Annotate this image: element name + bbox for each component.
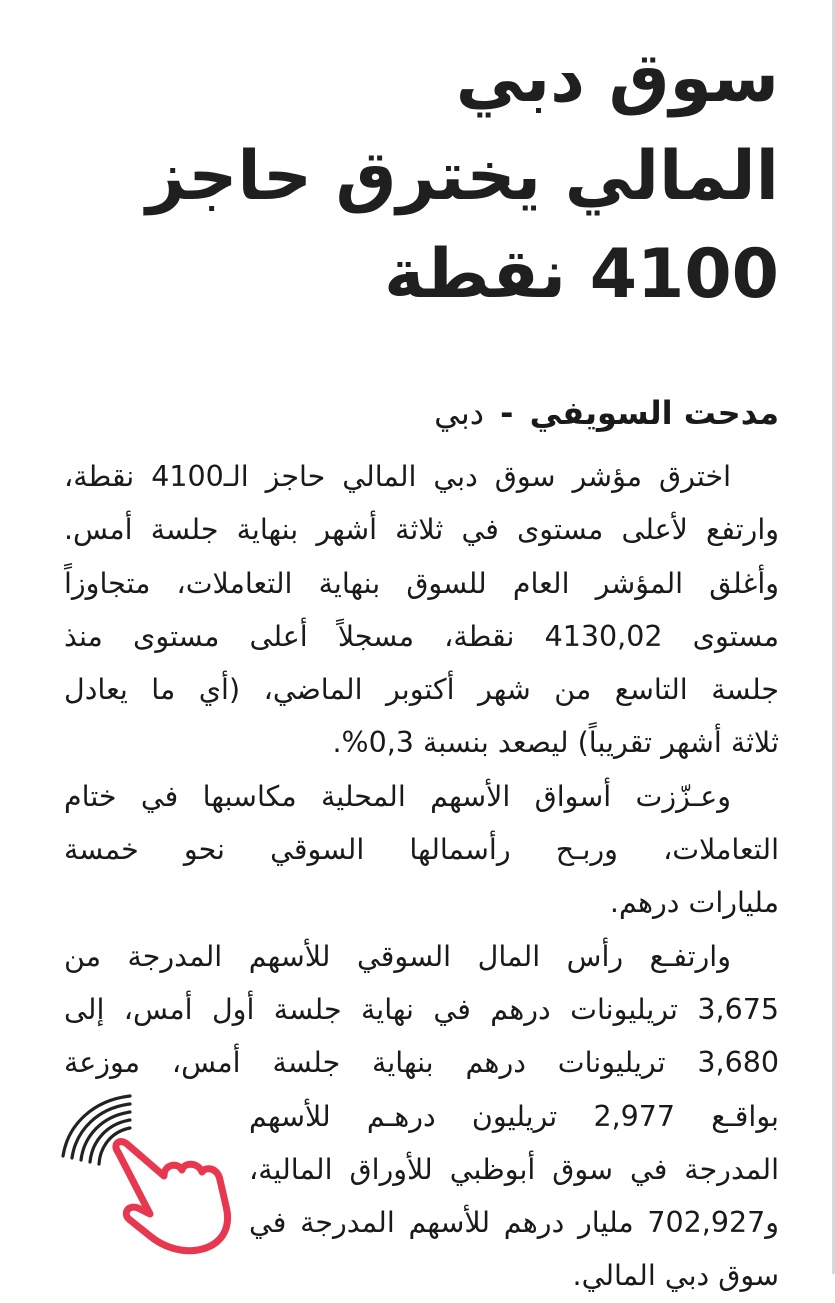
article-headline	[79, 30, 779, 324]
body-line: ثلاثة أشهر تقريباً) ليصعد بنسبة 0,3%.	[332, 726, 779, 760]
body-line: 3,680 تريليونات درهم بنهاية جلسة أمس، موزعة	[64, 1046, 779, 1080]
body-line: مستوى 4130,02 نقطة، مسجلاً أعلى مستوى منذ	[64, 619, 779, 653]
headline-line: سوق دبي	[455, 39, 779, 118]
body-line: التعاملات، وربـح رأسمالها السوقي نحو خمسة	[64, 833, 779, 867]
body-line: وعـزّزت أسواق الأسهم المحلية مكاسبها في ختام	[64, 779, 731, 813]
tap-hand-icon	[60, 1090, 245, 1255]
body-line: بواقـع 2,977 تريليون درهـم للأسهم	[249, 1099, 779, 1133]
body-line: وارتفـع رأس المال السوقي للأسهم المدرجة من	[64, 939, 731, 973]
body-line: المدرجة في سوق أبوظبي للأوراق المالية،	[249, 1152, 779, 1186]
headline-line: المالي يخترق حاجز	[146, 137, 779, 216]
body-line: 3,675 تريليونات درهم في نهاية جلسة أول أمس، إلى	[64, 992, 779, 1026]
body-line: جلسة التاسع من شهر أكتوبر الماضي، (أي ما يعادل	[64, 673, 779, 707]
dateline-location: دبي	[434, 394, 484, 432]
body-line: وأغلق المؤشر العام للسوق بنهاية التعاملات، متجاوزاً	[64, 566, 779, 600]
headline-line: 4100 نقطة	[384, 235, 779, 314]
body-line: و702,927 مليار درهم للأسهم المدرجة في	[249, 1206, 779, 1240]
article-byline	[434, 388, 779, 438]
author-name: مدحت السويفي	[529, 394, 779, 432]
body-line: وارتفع لأعلى مستوى في ثلاثة أشهر بنهاية جلسة أمس.	[64, 513, 779, 547]
byline-separator: -	[500, 394, 514, 432]
body-line: مليارات درهم.	[609, 886, 779, 920]
body-line: اخترق مؤشر سوق دبي المالي حاجز الـ4100 نقطة،	[64, 460, 731, 493]
body-line: سوق دبي المالي.	[572, 1259, 779, 1293]
pointing-hand-icon	[116, 1142, 228, 1251]
